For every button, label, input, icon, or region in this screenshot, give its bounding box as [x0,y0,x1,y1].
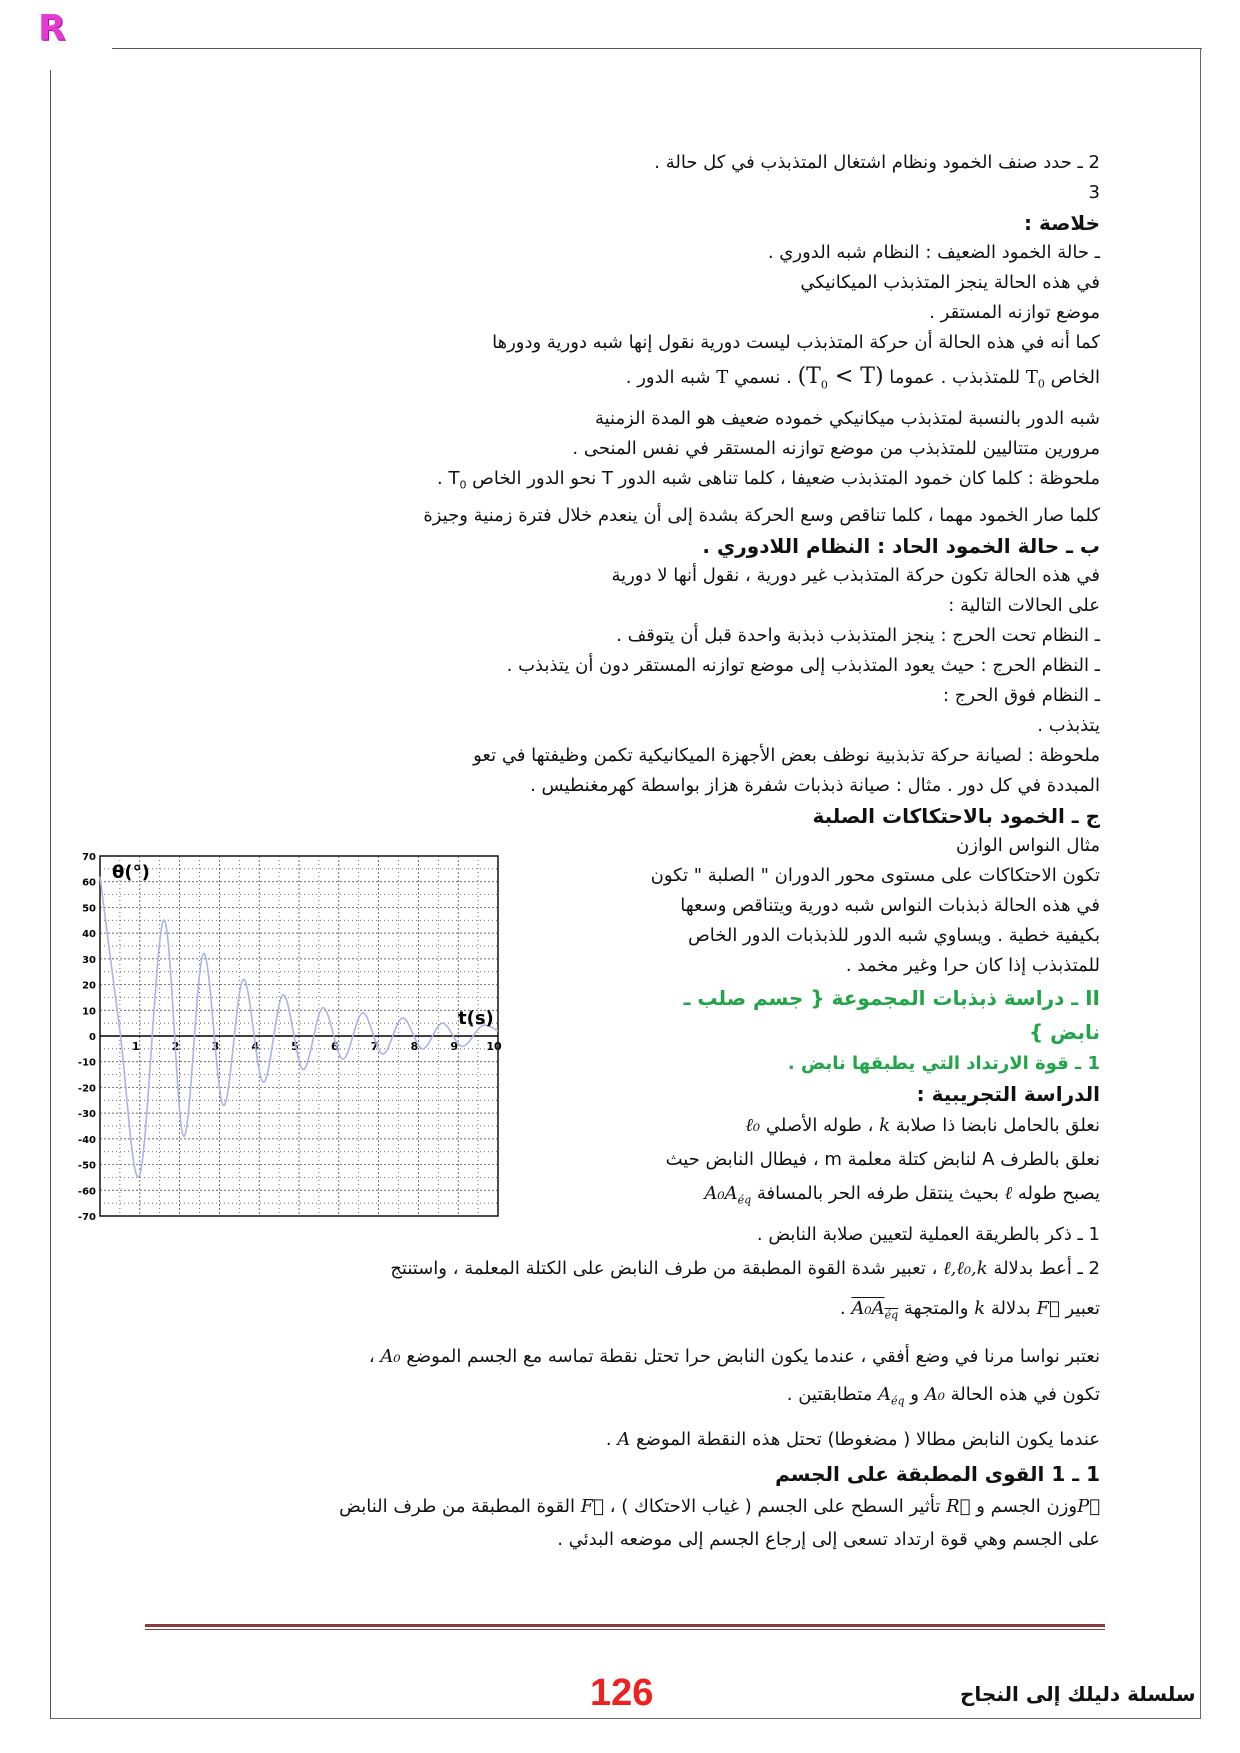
x-tick-label: 10 [486,1040,502,1053]
text-line: في هذه الحالة ذبذبات النواس شبه دورية ويتناقص وسعها [680,894,1100,916]
text-line: على الحالات التالية : [948,594,1100,616]
section-heading: 1 ـ 1 القوى المطبقة على الجسم [775,1461,1100,1486]
x-tick-label: 4 [251,1040,260,1053]
section-heading: ج ـ الخمود بالاحتكاكات الصلبة [812,803,1100,828]
x-axis-label: t(s) [458,1008,494,1029]
text-line: ـ النظام تحت الحرج : ينجز المتذبذب ذبذبة واحدة قبل أن يتوقف . [616,624,1100,646]
text-line: للمتذبذب إذا كان حرا وغير مخمد . [845,954,1100,976]
x-tick-label: 5 [291,1040,299,1053]
x-tick-label: 6 [330,1040,339,1053]
footer-rule-thin [145,1629,1105,1630]
x-tick-label: 9 [450,1040,459,1053]
text-line: تعبير F⃗ بدلالة k والمتجهة $A_0A_{éq}$ . [839,1297,1100,1322]
y-tick-label: 20 [82,980,96,992]
text-line: بكيفية خطية . ويساوي شبه الدور للذبذبات الدور الخاص [687,924,1100,946]
text-line: عندما يكون النابض مطالا ( مضغوطا) تحتل هذه النقطة الموضع A . [605,1428,1100,1450]
text-line: تكون الاحتكاكات على مستوى محور الدوران " الصلبة " تكون [650,864,1100,886]
section-heading: خلاصة : [1023,211,1100,235]
y-tick-label: -10 [77,1057,96,1069]
chapter-heading: II ـ دراسة ذبذبات المجموعة { جسم صلب ـ [683,985,1100,1010]
y-tick-label: -50 [77,1160,96,1172]
y-tick-label: -60 [77,1186,96,1198]
footer-rule [145,1624,1105,1627]
text-line: ملحوظة : لصيانة حركة تذبذبية نوظف بعض الأجهزة الميكانيكية تكمن وظيفتها في تعو [473,744,1100,766]
y-tick-label: 60 [82,877,96,889]
chapter-heading: نابض } [1028,1019,1100,1044]
y-tick-label: 70 [82,852,96,863]
text-line: 2 ـ أعط بدلالة ℓ,ℓ₀,k ، تعبير شدة القوة المطبقة من طرف النابض على الكتلة المعلمة ، واستنتج [390,1257,1100,1279]
x-tick-label: 7 [370,1040,379,1053]
text-line: مثال النواس الوازن [956,834,1100,856]
y-tick-label: -40 [77,1134,96,1146]
logo-letter: R [38,8,66,49]
text-line: نعلق بالحامل نابضا ذا صلابة k ، طوله الأصلي ℓ₀ [745,1114,1100,1136]
y-tick-label: -30 [77,1109,96,1121]
text-line: كما أنه في هذه الحالة أن حركة المتذبذب ليست دورية نقول إنها شبه دورية ودورها [492,332,1100,353]
y-tick-label: 30 [82,954,96,966]
text-line: نعلق بالطرف A لنابض كتلة معلمة m ، فيطال النابض حيث [665,1148,1100,1170]
y-axis-label: θ(°) [112,862,150,883]
text-line: ـ النظام فوق الحرج : [942,684,1100,706]
text-line: يصبح طوله ℓ بحيث ينتقل طرفه الحر بالمسافة $A_0A_{éq}$ [704,1182,1100,1207]
text-line: يتذبذب . [1037,714,1100,736]
text-line: مرورين متتاليين للمتذبذب من موضع توازنه المستقر في نفس المنحى . [572,438,1100,460]
text-line: 1 ـ ذكر بالطريقة العملية لتعيين صلابة النابض . [756,1223,1100,1245]
text-line: على الجسم وهي قوة ارتداد تسعى إلى إرجاع الجسم إلى موضعه البدئي . [557,1528,1100,1550]
text-line: شبه الدور بالنسبة لمتذبذب ميكانيكي خموده ضعيف هو المدة الزمنية [594,408,1100,430]
text-line: تكون في هذه الحالة A₀ و $A_{éq}$ متطابقتين . [786,1384,1100,1408]
y-tick-label: 50 [82,903,96,915]
series-title: سلسلة دليلك إلى النجاح [960,1682,1196,1706]
section-heading: الدراسة التجريبية : [916,1081,1100,1106]
x-tick-label: 8 [410,1040,419,1053]
text-line: 3 [1088,182,1100,203]
text-line: ملحوظة : كلما كان خمود المتذبذب ضعيفا ، كلما تناهى شبه الدور T نحو الدور الخاص $T_0$ . [437,468,1100,492]
text-line: في هذه الحالة ينجز المتذبذب الميكانيكي [800,272,1100,293]
page-number: 126 [590,1672,654,1714]
text-line: الخاص $T_0$ للمتذبذب . عموما $(T_0 < T)$ . نسمي T شبه الدور . [625,364,1100,392]
damped-oscillation-chart [68,852,508,1232]
text-line: نعتبر نواسا مرنا في وضع أفقي ، عندما يكون النابض حرا تحتل نقطة تماسه مع الجسم الموضع A₀ ، [368,1346,1100,1368]
y-tick-label: 40 [82,929,96,941]
text-line: في هذه الحالة تكون حركة المتذبذب غير دورية ، نقول أنها لا دورية [611,564,1100,586]
x-tick-label: 2 [171,1040,180,1053]
y-tick-label: 0 [89,1032,96,1043]
text-line: كلما صار الخمود مهما ، كلما تناقص وسع الحركة بشدة إلى أن ينعدم خلال فترة زمنية وجيزة [423,504,1100,526]
x-tick-label: 1 [131,1040,140,1053]
section-heading: ب ـ حالة الخمود الحاد : النظام اللادوري . [702,533,1100,558]
text-line: P⃗وزن الجسم و R⃗ تأثير السطح على الجسم ( غياب الاحتكاك ) ، F⃗ القوة المطبقة من طرف النابض [339,1495,1100,1517]
text-line: ـ النظام الحرج : حيث يعود المتذبذب إلى موضع توازنه المستقر دون أن يتذبذب . [506,654,1100,676]
text-line: المبددة في كل دور . مثال : صيانة ذبذبات شفرة هزاز بواسطة كهرمغنطيس . [530,774,1100,796]
y-tick-label: 10 [82,1006,96,1018]
y-tick-label: -70 [77,1212,96,1223]
y-tick-label: -20 [77,1083,96,1095]
subsection-heading: 1 ـ قوة الارتداد التي يطبقها نابض . [787,1052,1100,1074]
y-tick-labels [78,852,96,1223]
text-line: 2 ـ حدد صنف الخمود ونظام اشتغال المتذبذب في كل حالة . [654,152,1100,173]
text-line: ـ حالة الخمود الضعيف : النظام شبه الدوري . [767,242,1100,263]
x-tick-label: 3 [211,1040,220,1053]
text-line: موضع توازنه المستقر . [929,302,1100,323]
